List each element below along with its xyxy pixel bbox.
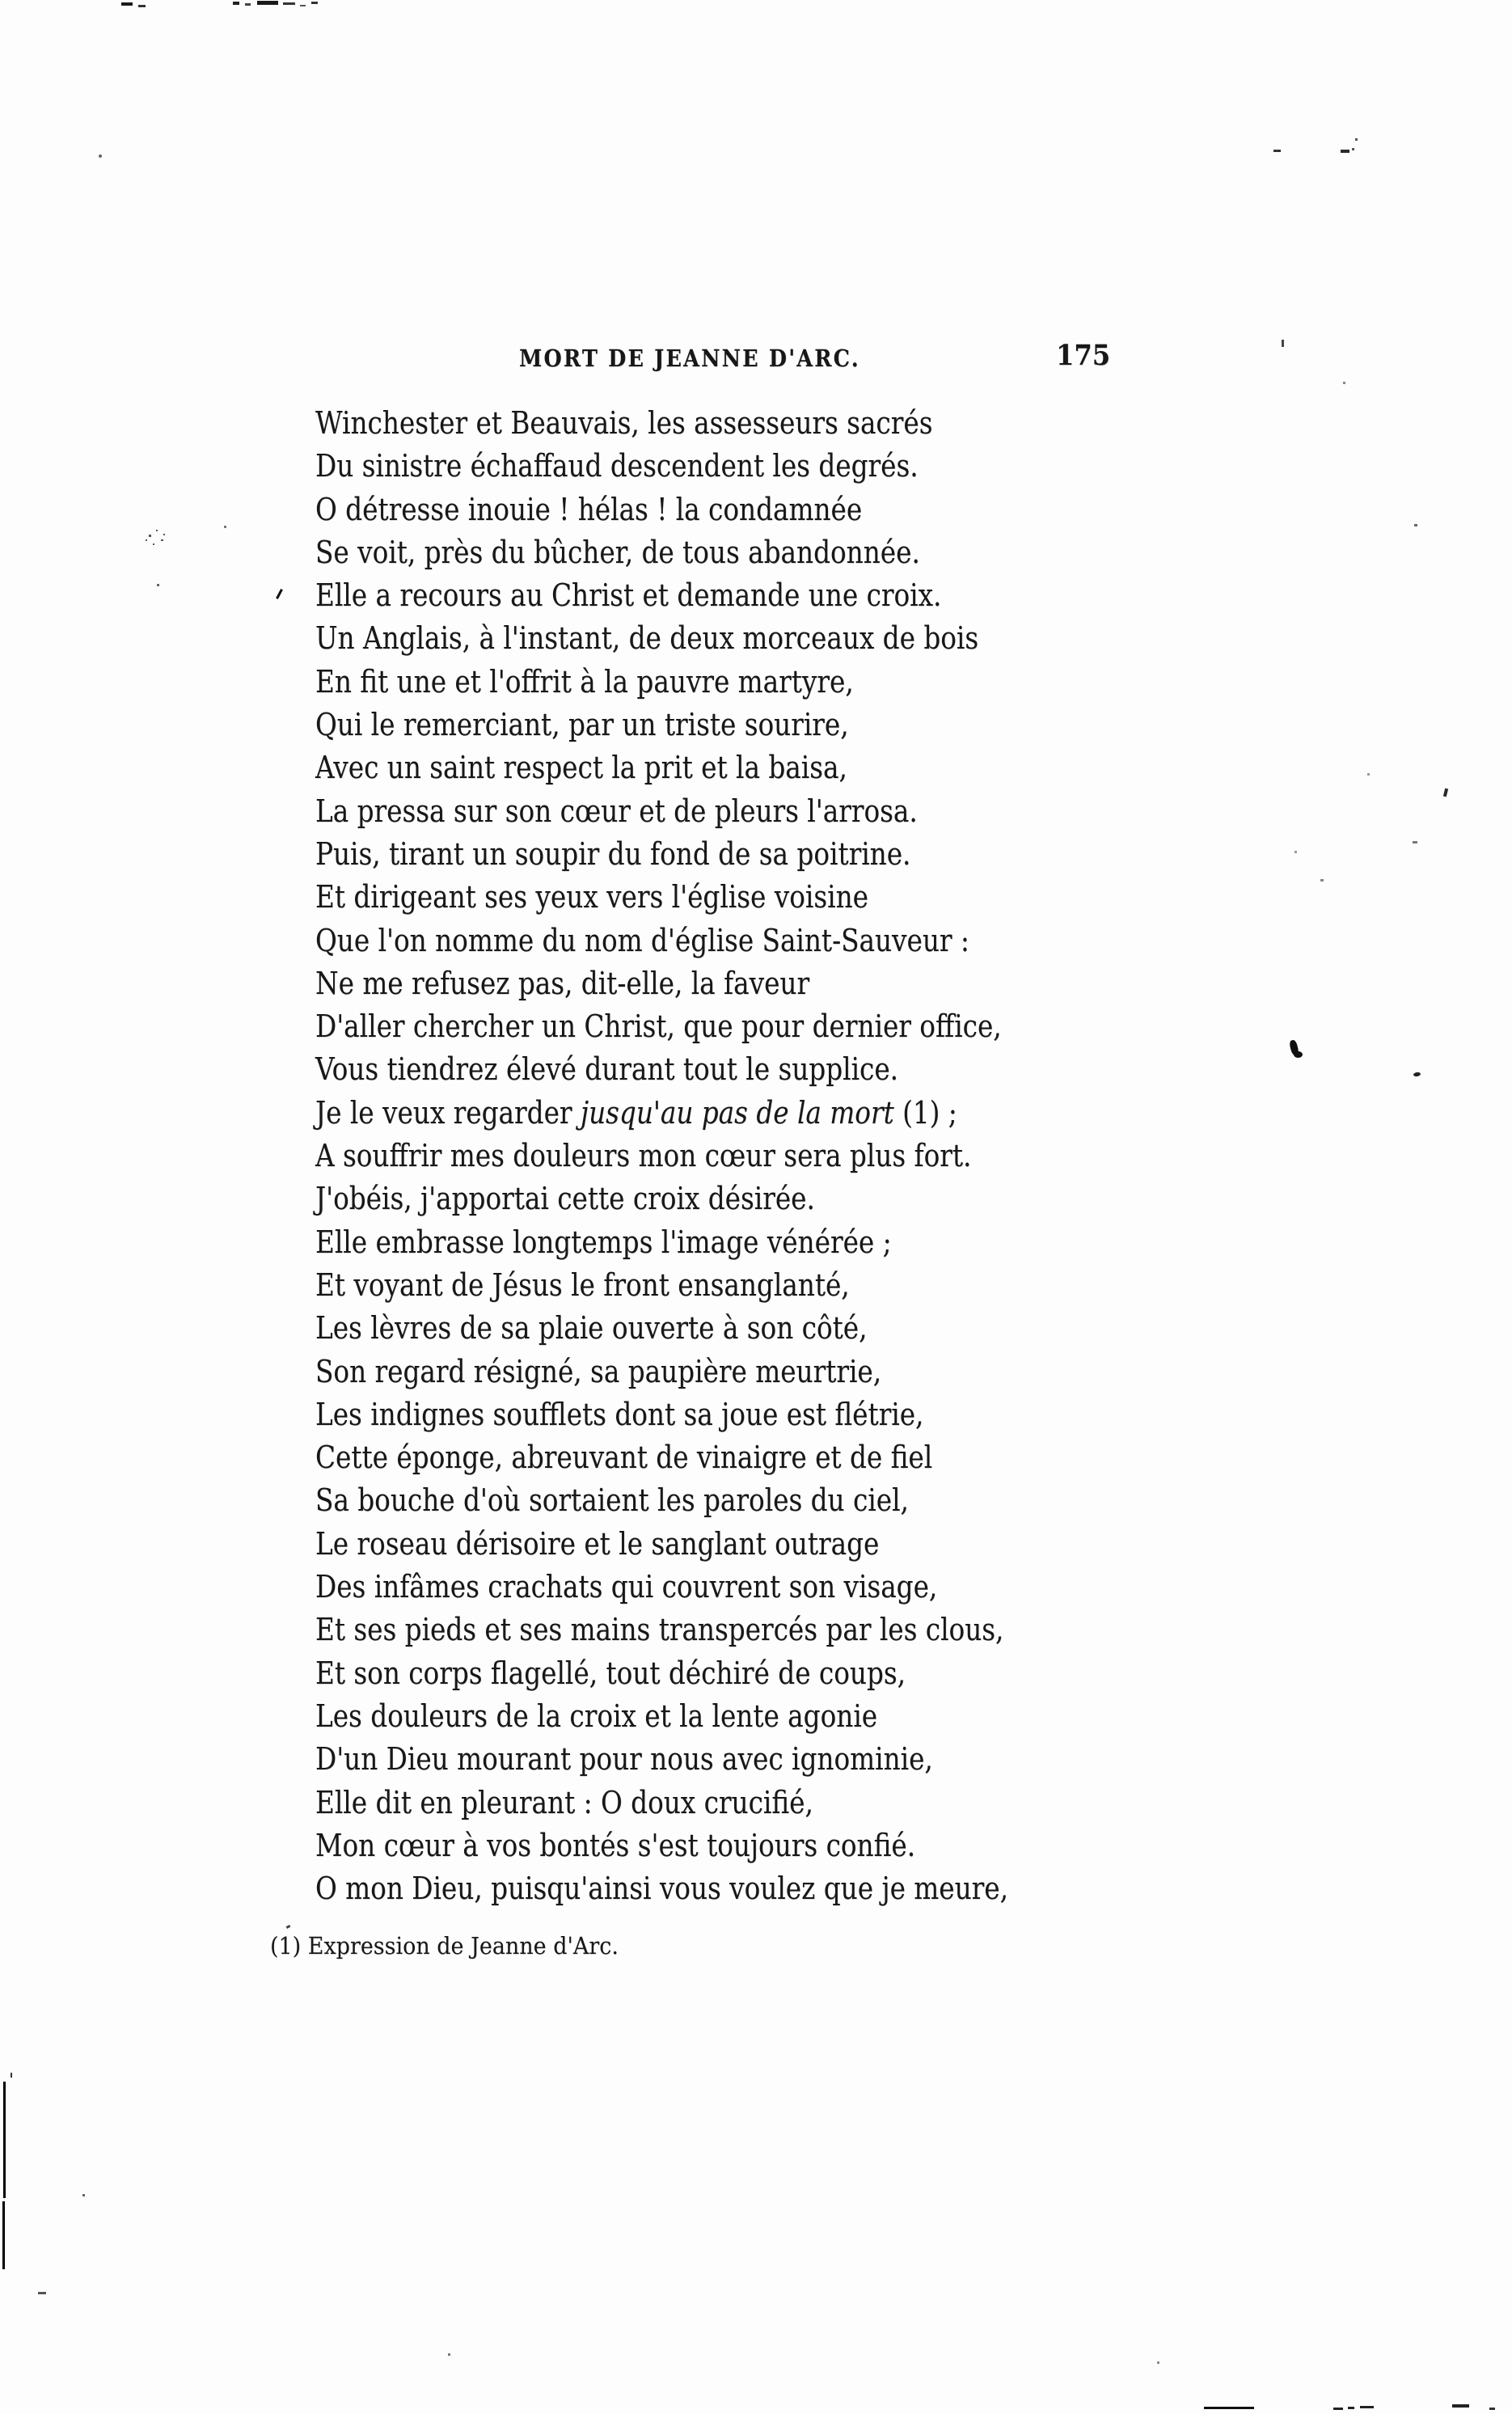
poem-line-13: Que l'on nomme du nom d'église Saint-Sauveur : xyxy=(315,922,969,958)
poem-line-25: Cette éponge, abreuvant de vinaigre et de fiel xyxy=(315,1440,933,1476)
poem-line-18: A souffrir mes douleurs mon cœur sera plus fort. xyxy=(315,1138,972,1174)
poem-line-17-pre: Je le veux regarder xyxy=(315,1094,581,1131)
page-edge-mark xyxy=(245,3,251,6)
page-edge-mark xyxy=(300,5,306,6)
ink-speck xyxy=(1443,788,1448,797)
gutter-line xyxy=(3,2082,6,2198)
ink-blot xyxy=(1294,1051,1303,1058)
ink-speck xyxy=(157,584,159,586)
ink-speck xyxy=(149,535,151,537)
page-edge-mark xyxy=(121,2,133,6)
ink-speck xyxy=(1355,138,1358,141)
poem-line-6: Un Anglais, à l'instant, de deux morceaux de bois xyxy=(315,620,979,657)
poem-line-24: Les indignes soufflets dont sa joue est flétrie, xyxy=(315,1396,924,1432)
ink-speck xyxy=(276,589,283,599)
ink-speck xyxy=(224,526,226,528)
ink-speck xyxy=(1367,773,1370,776)
page-edge-mark xyxy=(1348,2407,1354,2409)
poem-line-29: Et ses pieds et ses mains transpercés par les clous, xyxy=(315,1612,1004,1648)
poem-line-34: Mon cœur à vos bontés s'est toujours confié. xyxy=(315,1827,916,1863)
ink-speck xyxy=(448,2353,450,2356)
poem-line-8: Qui le remerciant, par un triste sourire, xyxy=(315,707,849,743)
poem xyxy=(315,402,1121,1910)
poem-line-9: Avec un saint respect la prit et la baisa, xyxy=(315,750,847,786)
ink-speck xyxy=(1413,841,1417,843)
ink-speck xyxy=(38,2292,46,2294)
page-edge-mark xyxy=(1452,2404,1469,2408)
page-edge-mark xyxy=(283,2,295,5)
poem-line-31: Les douleurs de la croix et la lente agonie xyxy=(315,1697,878,1734)
poem-line-33: Elle dit en pleurant : O doux crucifié, xyxy=(315,1784,813,1820)
page-edge-mark xyxy=(257,1,278,5)
poem-line-2: Du sinistre échaffaud descendent les degrés. xyxy=(315,448,919,484)
poem-line-30: Et son corps flagellé, tout déchiré de coups, xyxy=(315,1655,906,1691)
poem-line-17 xyxy=(315,1092,1008,1135)
poem-line-26: Sa bouche d'où sortaient les paroles du ciel, xyxy=(315,1482,909,1519)
page-edge-mark xyxy=(311,2,318,4)
poem-line-22: Les lèvres de sa plaie ouverte à son côté, xyxy=(315,1310,868,1347)
poem-line-14: Ne me refusez pas, dit-elle, la faveur xyxy=(315,965,810,1001)
poem-line-35: O mon Dieu, puisqu'ainsi vous voulez que je meure, xyxy=(315,1871,1009,1907)
page-edge-mark xyxy=(1489,2408,1495,2410)
poem-line-20: Elle embrasse longtemps l'image vénérée ; xyxy=(315,1224,892,1260)
page-number: 175 xyxy=(1056,339,1111,372)
ink-speck xyxy=(1341,150,1349,153)
poem-line-32: D'un Dieu mourant pour nous avec ignominie, xyxy=(315,1741,933,1778)
page-edge-mark xyxy=(1360,2406,1374,2408)
ink-speck xyxy=(11,2073,12,2078)
ink-speck xyxy=(1414,524,1417,526)
page-edge-mark xyxy=(1333,2408,1343,2410)
poem-line-7: En fit une et l'offrit à la pauvre martyre, xyxy=(315,663,854,700)
page-edge-mark xyxy=(233,2,239,5)
poem-line-19: J'obéis, j'apportai cette croix désirée. xyxy=(315,1181,815,1217)
ink-speck xyxy=(1282,340,1284,347)
ink-speck xyxy=(1273,150,1281,152)
poem-line-11: Puis, tirant un soupir du fond de sa poitrine. xyxy=(315,835,911,872)
ink-speck xyxy=(99,154,102,158)
ink-speck xyxy=(163,534,165,535)
poem-line-1: Winchester et Beauvais, les assesseurs sacrés xyxy=(315,405,933,441)
ink-speck xyxy=(146,539,147,541)
ink-speck xyxy=(1294,851,1297,853)
poem-line-10: La pressa sur son cœur et de pleurs l'arrosa. xyxy=(315,793,918,829)
poem-line-16: Vous tiendrez élevé durant tout le supplice. xyxy=(315,1051,899,1088)
poem-line-12: Et dirigeant ses yeux vers l'église voisine xyxy=(315,879,868,915)
ink-speck xyxy=(156,530,158,531)
ink-speck xyxy=(286,1925,291,1929)
footnote: (1) Expression de Jeanne d'Arc. xyxy=(270,1932,619,1960)
ink-speck xyxy=(153,543,154,545)
poem-line-21: Et voyant de Jésus le front ensanglanté, xyxy=(315,1266,850,1303)
poem-line-4: Se voit, près du bûcher, de tous abandonnée. xyxy=(315,534,920,570)
poem-line-17-italic: jusqu'au pas de la mort xyxy=(580,1094,894,1131)
page-header-title: MORT DE JEANNE D'ARC. xyxy=(519,345,860,372)
ink-speck xyxy=(1157,2361,1159,2364)
page-edge-mark xyxy=(1204,2407,1254,2409)
poem-line-5: Elle a recours au Christ et demande une croix. xyxy=(315,577,942,614)
ink-speck xyxy=(1320,879,1324,881)
ink-speck xyxy=(82,2194,85,2196)
ink-speck xyxy=(1413,1072,1421,1076)
poem-line-15: D'aller chercher un Christ, que pour dernier office, xyxy=(315,1008,1002,1045)
ink-speck xyxy=(161,539,163,541)
ink-speck xyxy=(1352,148,1354,150)
poem-line-3: O détresse inouie ! hélas ! la condamnée xyxy=(315,491,863,527)
poem-line-27: Le roseau dérisoire et le sanglant outrage xyxy=(315,1525,880,1562)
ink-speck xyxy=(1343,382,1345,384)
poem-line-17-post: (1) ; xyxy=(893,1094,957,1131)
poem-line-23: Son regard résigné, sa paupière meurtrie, xyxy=(315,1353,882,1389)
poem-line-28: Des infâmes crachats qui couvrent son visage, xyxy=(315,1569,938,1605)
gutter-line xyxy=(2,2201,5,2269)
page-edge-mark xyxy=(138,5,146,7)
